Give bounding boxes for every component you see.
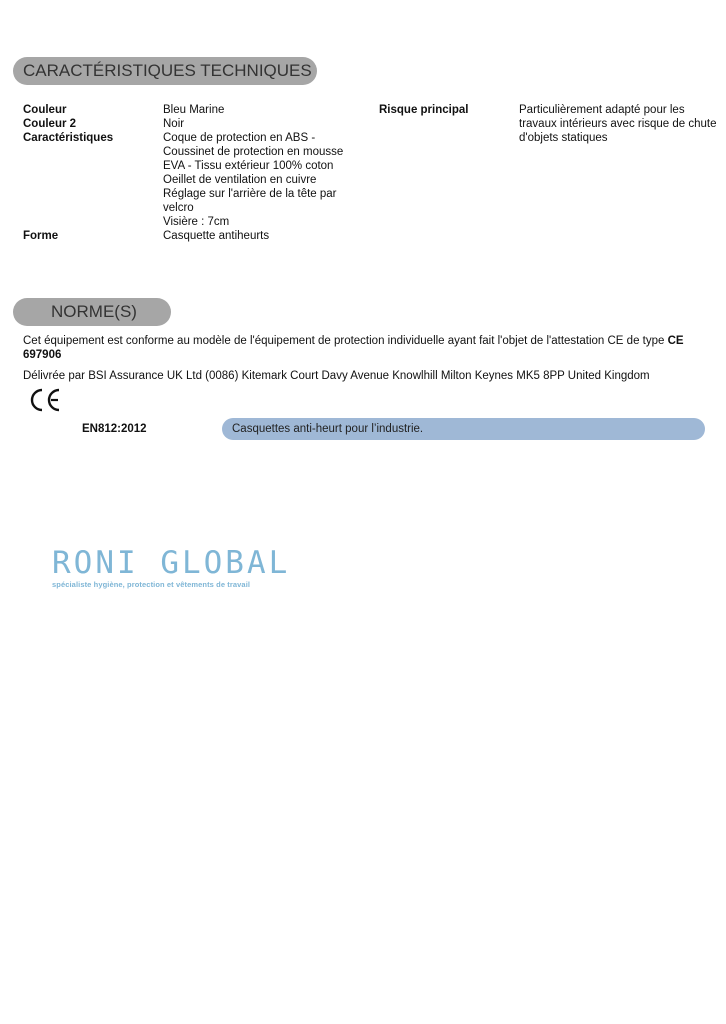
spec-value-line: EVA - Tissu extérieur 100% coton (163, 160, 334, 172)
spec-value-line: Coque de protection en ABS - (163, 132, 316, 144)
standard-description: Casquettes anti-heurt pour l’industrie. (232, 423, 424, 435)
spec-value (163, 117, 353, 131)
spec-value-line: Oeillet de ventilation en cuivre (163, 174, 317, 186)
spec-value-line: Bleu Marine (163, 104, 225, 116)
spec-value-line: travaux intérieurs avec risque de chute (519, 118, 717, 130)
company-logo (52, 546, 290, 589)
spec-label: Forme (23, 230, 59, 242)
certificate-number: CE 697906 (23, 335, 684, 361)
spec-value-line: Particulièrement adapté pour les (519, 104, 685, 116)
spec-label: Couleur 2 (23, 118, 77, 130)
section-title: CARACTÉRISTIQUES TECHNIQUES (23, 61, 312, 80)
spec-value-line: d'objets statiques (519, 132, 608, 144)
spec-value (163, 103, 353, 117)
standard-description-bar (222, 418, 705, 440)
spec-value-line: Réglage sur l'arrière de la tête par (163, 188, 337, 200)
section-header-norme (13, 298, 171, 326)
conformity-text: Cet équipement est conforme au modèle de l'équipement de protection individuelle ayant fait l'objet de l'attestation CE de type (23, 335, 668, 347)
conformity-statement (23, 334, 703, 362)
standard-code: EN812:2012 (82, 423, 147, 435)
spec-value-line: Casquette antiheurts (163, 230, 270, 242)
spec-label: Caractéristiques (23, 132, 114, 144)
section-title: NORME(S) (51, 302, 137, 321)
logo-name: RONI GLOBAL (52, 545, 291, 581)
issuer-statement: Délivrée par BSI Assurance UK Ltd (0086) Kitemark Court Davy Avenue Knowlhill Milton Keynes MK5 8PP United Kingdom (23, 370, 650, 382)
section-header-technical (13, 57, 317, 85)
spec-value (163, 131, 353, 229)
spec-value (163, 229, 353, 243)
ce-mark-icon (26, 386, 66, 414)
spec-value-line: Coussinet de protection en mousse (163, 146, 344, 158)
spec-value-line: velcro (163, 202, 194, 214)
logo-tagline: spécialiste hygiène, protection et vêtements de travail (52, 580, 251, 589)
spec-value (519, 103, 719, 145)
spec-label: Risque principal (379, 104, 469, 116)
spec-label: Couleur (23, 104, 67, 116)
spec-value-line: Noir (163, 118, 185, 130)
spec-value-line: Visière : 7cm (163, 216, 230, 228)
